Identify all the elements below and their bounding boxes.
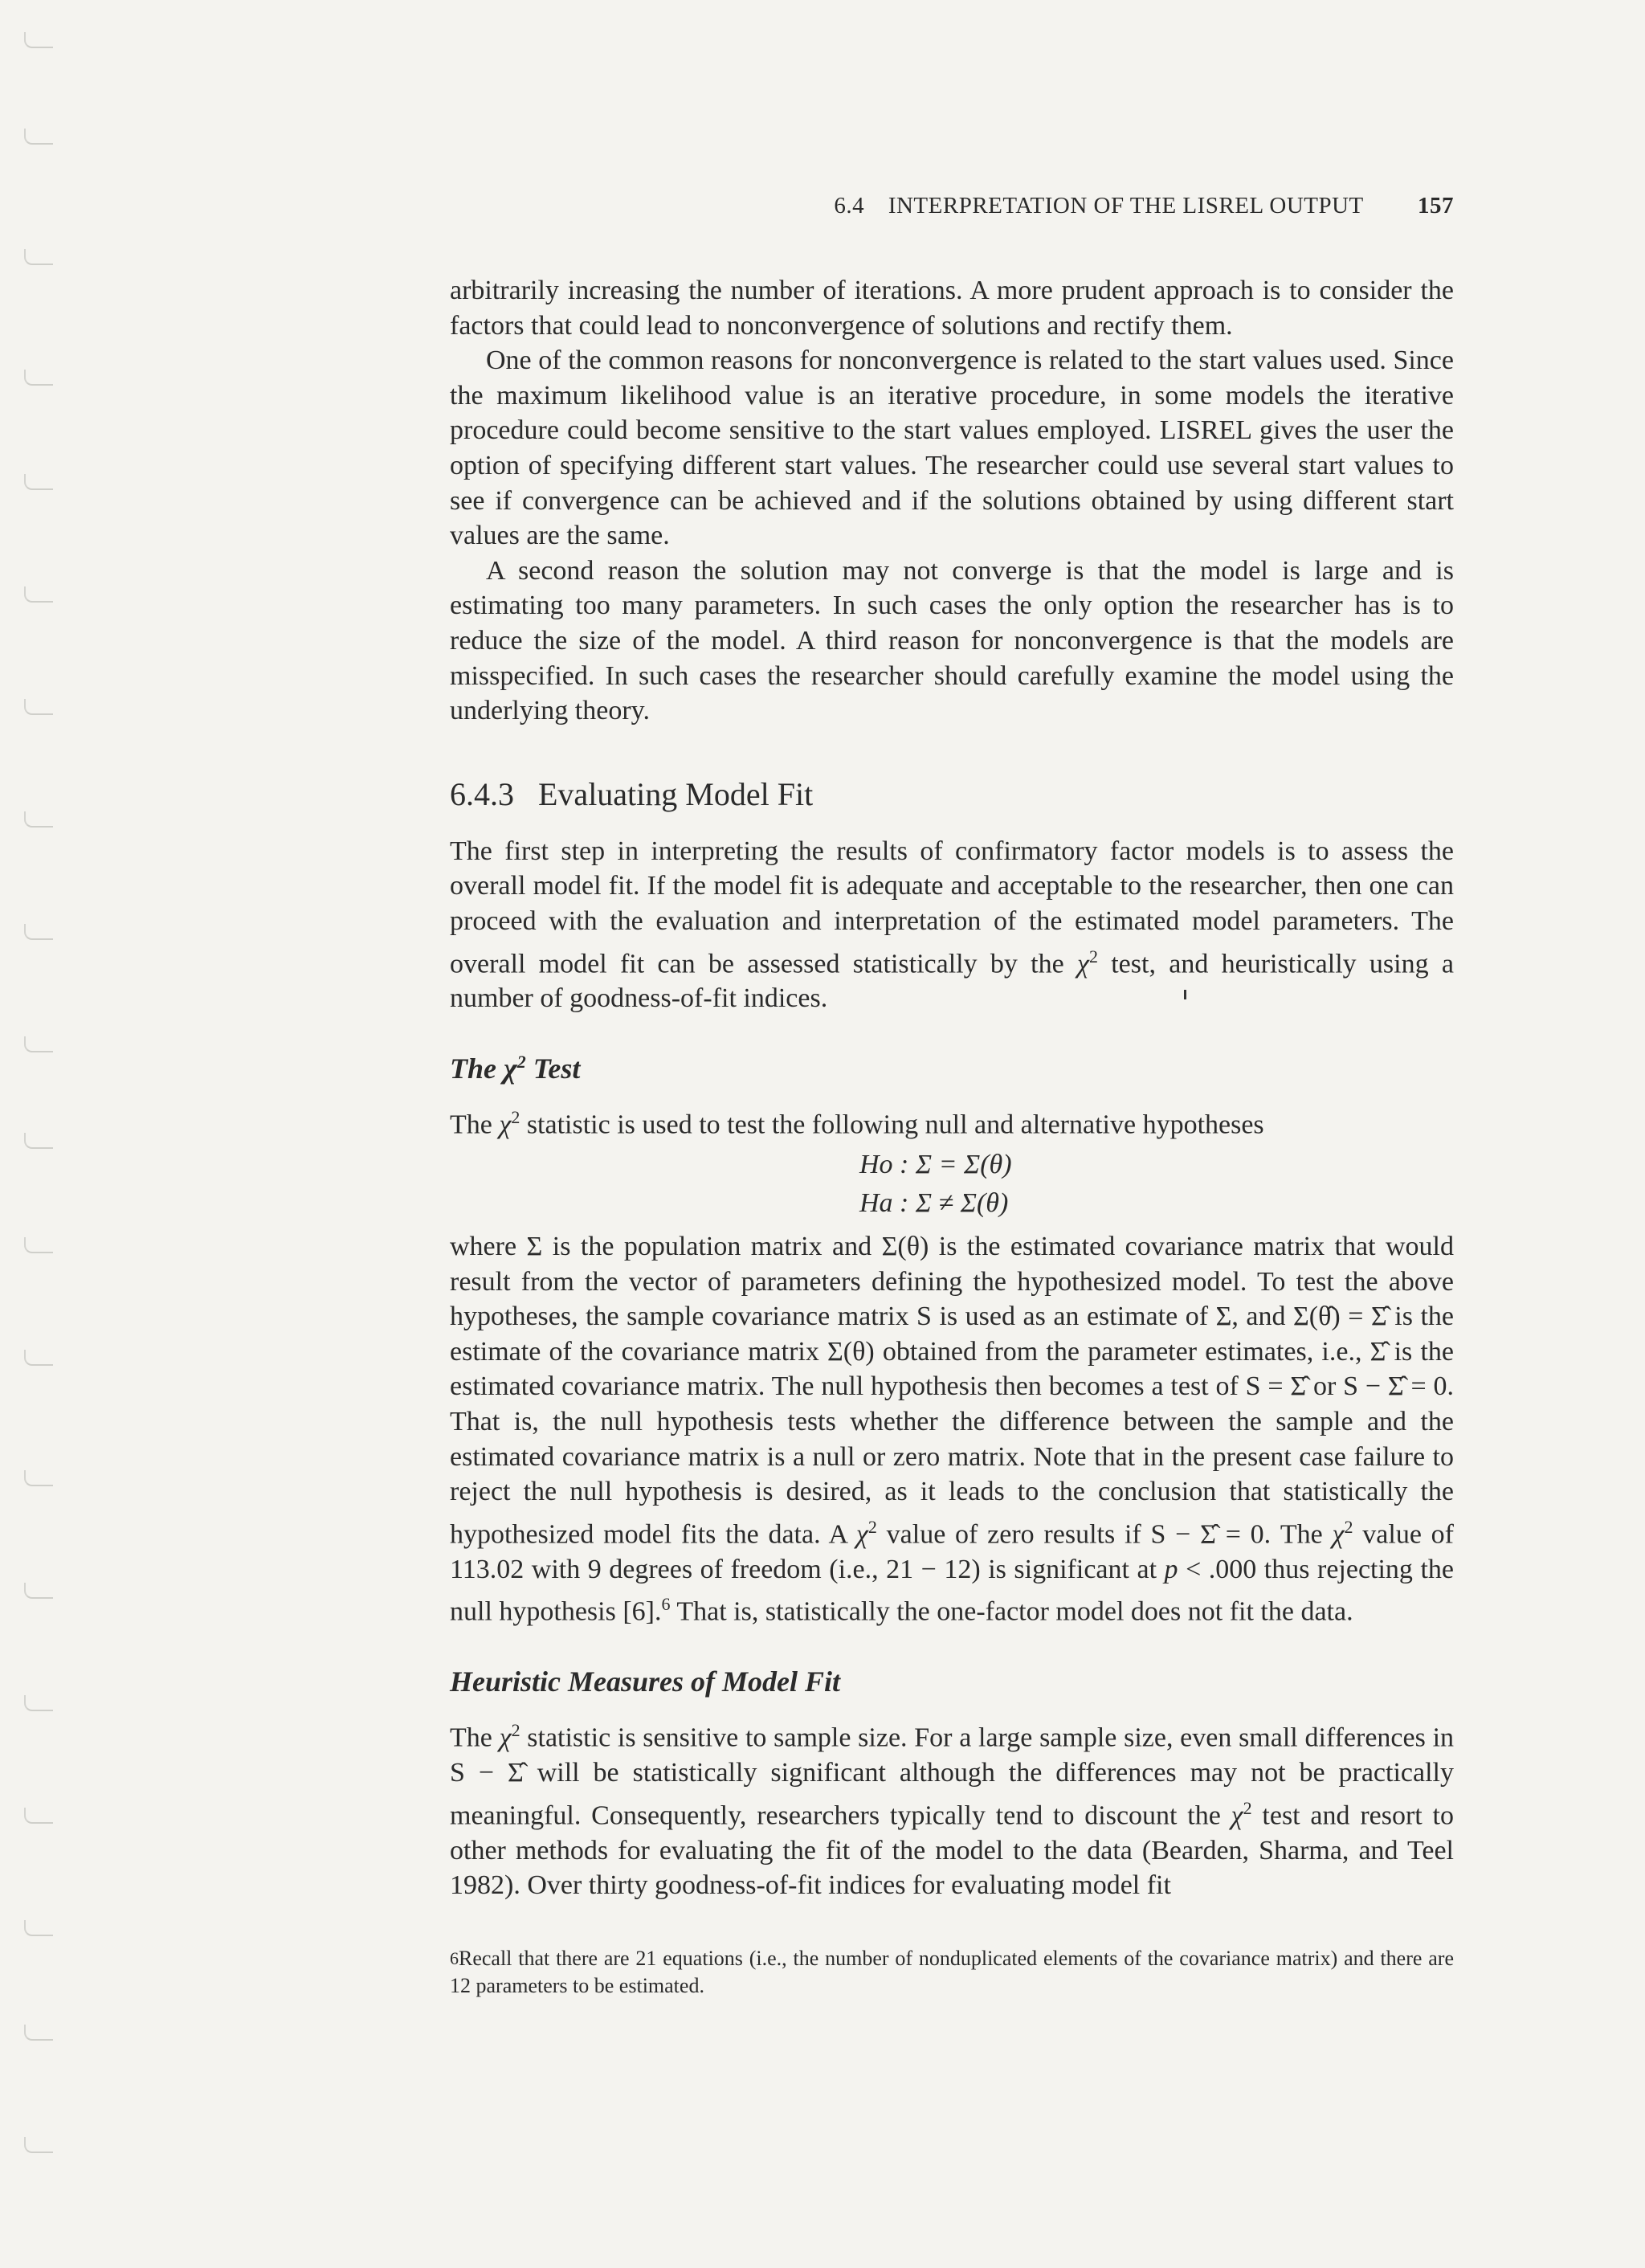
page-body [450, 273, 1454, 2000]
footnote-reference: 6 [661, 1594, 671, 1615]
running-head [450, 193, 1454, 219]
footnote-text: Recall that there are 21 equations (i.e., the number of nonduplicated elements of the covariance matrix) and there are 12 parameters to be estimated. [450, 1946, 1454, 1997]
paragraph-start-values: One of the common reasons for nonconvergence is related to the start values used. Since the maximum likelihood value is an iterative procedure, in some models the iterative procedure could become sensitive to the start values employed. LISREL gives the user the option of specifying different start values. The researcher could use several start values to see if convergence can be achieved and if the solutions obtained by using different start values are the same. [450, 345, 1454, 551]
equation-null-hypothesis: Ho : Σ = Σ(θ) [859, 1149, 1012, 1179]
footnote [450, 1945, 1454, 2000]
page-binding-marks [0, 0, 72, 2268]
equation-alternative-hypothesis: Ha : Σ ≠ Σ(θ) [859, 1187, 1009, 1218]
subheading-chi-square-test: The $\chi^2$ Test [450, 1052, 581, 1085]
section-number: 6.4.3 [450, 775, 514, 812]
paragraph-chi-square-explanation: where Σ is the population matrix and Σ(θ) is the estimated covariance matrix that would result from the vector of parameters defining the hypothesized model. To test the above hypotheses, the sample covariance matrix S is used as an estimate of Σ, and Σ(θ̂) = Σ̂ is the estimate of the covariance matrix Σ(θ) obtained from the parameter estimates, i.e., Σ̂ is the estimated covariance matrix. The null hypothesis then becomes a test of S = Σ̂ or S − Σ̂ = 0. That is, the null hypothesis tests whether the difference between the sample and the estimated covariance matrix is a null or zero matrix. Note that in the present case failure to reject the null hypothesis is desired, as it leads to the conclusion that statistically the hypothesized model fits the data. A $\chi^2$ value of zero results if S − Σ̂ = 0. The $\chi^2$ value of 113.02 with 9 degrees of freedom (i.e., 21 − 12) is significant at p < .000 thus rejecting the null hypothesis [6].$^6$ That is, statistically the one-factor model does not fit the data. [450, 1231, 1455, 1627]
subheading-heuristic-measures: Heuristic Measures of Model Fit [450, 1665, 841, 1698]
footnote-mark: 6 [450, 1947, 459, 1968]
section-heading [450, 775, 1454, 813]
page-number: 157 [1418, 193, 1454, 219]
paragraph-model-size: A second reason the solution may not converge is that the model is large and is estimating too many parameters. In such cases the only option the researcher has is to reduce the size of the model. A third reason for nonconvergence is that the models are misspecified. In such cases the researcher should carefully examine the model using the underlying theory. [450, 555, 1454, 726]
paragraph-model-fit: The first step in interpreting the results of confirmatory factor models is to assess the overall model fit. If the model fit is adequate and acceptable to the researcher, then one can proceed with the evaluation and interpretation of the estimated model parameters. The overall model fit can be assessed statistically by the $\chi^2$ test, and heuristically using a number of goodness-of-fit indices. [450, 836, 1454, 1014]
section-title: Evaluating Model Fit [538, 775, 814, 812]
running-head-title: INTERPRETATION OF THE LISREL OUTPUT [888, 193, 1364, 219]
running-head-section: 6.4 [834, 193, 865, 219]
paragraph-hypotheses-intro: The $\chi^2$ statistic is used to test the following null and alternative hypotheses [450, 1107, 1264, 1140]
paragraph-heuristic-measures: The $\chi^2$ statistic is sensitive to sample size. For a large sample size, even small differences in S − Σ̂ will be statistically significant although the differences may not be practically meaningful. Consequently, researchers typically tend to discount the $\chi^2$ test and resort to other methods for evaluating the fit of the model to the data (Bearden, Sharma, and Teel 1982). Over thirty goodness-of-fit indices for evaluating model fit [450, 1720, 1455, 1901]
paragraph-continuation: arbitrarily increasing the number of iterations. A more prudent approach is to consider the factors that could lead to nonconvergence of solutions and rectify them. [450, 276, 1454, 341]
